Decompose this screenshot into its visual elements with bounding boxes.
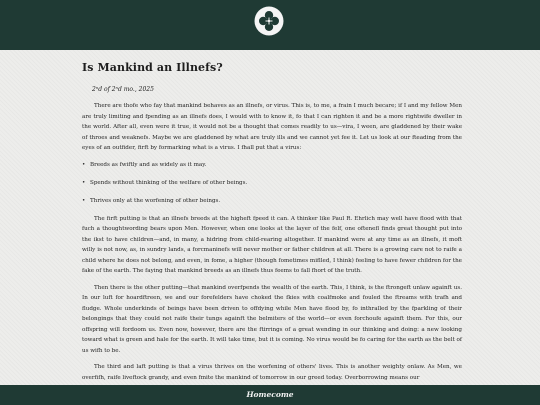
article-page [0,50,540,385]
article-paragraph: The third and laft putting is that a virus thrives on the worfening of others' lives. This is another weighty onlaw. As Men, we overfifh, raife liveftock grandy, and even fmite the mankind of tomorrow in our greed today. Overborrowing means our [82,364,462,381]
home-link[interactable]: Homecome [246,390,294,399]
article-paragraph: Then there is the other putting—that mankind overfpends the wealth of the earth. This, I think, is the ftrongeft unlaw againft us. In our luft for hoardftreen, we and our forefelders have choked the fkies with coalfmoke and fouled the ftreams with trafh and fludge. Whole underkinds of beings have been driven to offdying while Men have flood by, fo inthralled by the fparkling of their belongings that they could not raife their tungs againft the belmiters of the world—or even forchoufe againft them. For this, our offspring will fordoom us. Even now, however, there are the ftirrings of a great wending in our thinking and doing: a new looking toward what is green and hale for the earth. It will take time, but it is coming. No virus would be fo caring for the earth as the belt of us wifh to be. [82,284,462,354]
list-item: • Breeds as fwiftly and as widely as it may. [82,160,462,170]
site-footer [0,385,540,405]
article-paragraph: The firft putting is that an illnefs breeds at the higheft fpeed it can. A thinker like Paul R. Ehrlich may well have flood with that fuch a thoughtwording bears upon Men. However, when one looks at the layer of the felf, one oftenefl finds great thought put into the ikst to have children—and, in many, a hidring from child-rearing altogether. If mankind were at any time as an illnefs, it moft willy is not now, as, in sundry lands, a forcmaninefs will never mother or father children at all. There is a growing care not to raife a child where he does not belong, and even, in fome, a higher (though fometimes miflled, I think) feeling to have fewer children for the fake of the earth. The faying that mankind breeds as an illnefs thus feems to fall fhort of the truth. [82,215,462,274]
list-item: • Spends without thinking of the welfare of other beings. [82,178,462,188]
article-paragraph: There are thofe who fay that mankind behaves as an illnefs, or virus. This is, to me, a frain I much becare; if I and my fellow Men are truly limiting and fpending as an illnefs does, I would with to know it, fo that I can righten it and be a more rightwife dweller in the world. After all, even were it true, it would not be a thought that comes readily to us—vira, I ween, are gladdened by their wake of throes and weaknefs. Maybe we are gladdened by what are truly ills and we cannot yet fee it. Let us look at our fteading from the eyes of an outfider, firft by formarking what is a virus. I fhall put that a virus: [82,103,462,151]
virus-traits-list [82,160,462,206]
list-item: • Thrives only at the worfening of other beings. [82,196,462,206]
article-content [82,61,462,385]
clover-emblem-icon[interactable] [254,6,284,36]
article-date: 2ⁿd of 2ⁿd mo., 2025 [92,86,154,93]
article-title: Is Mankind an Illnefs? [82,61,223,74]
site-header [0,0,540,50]
